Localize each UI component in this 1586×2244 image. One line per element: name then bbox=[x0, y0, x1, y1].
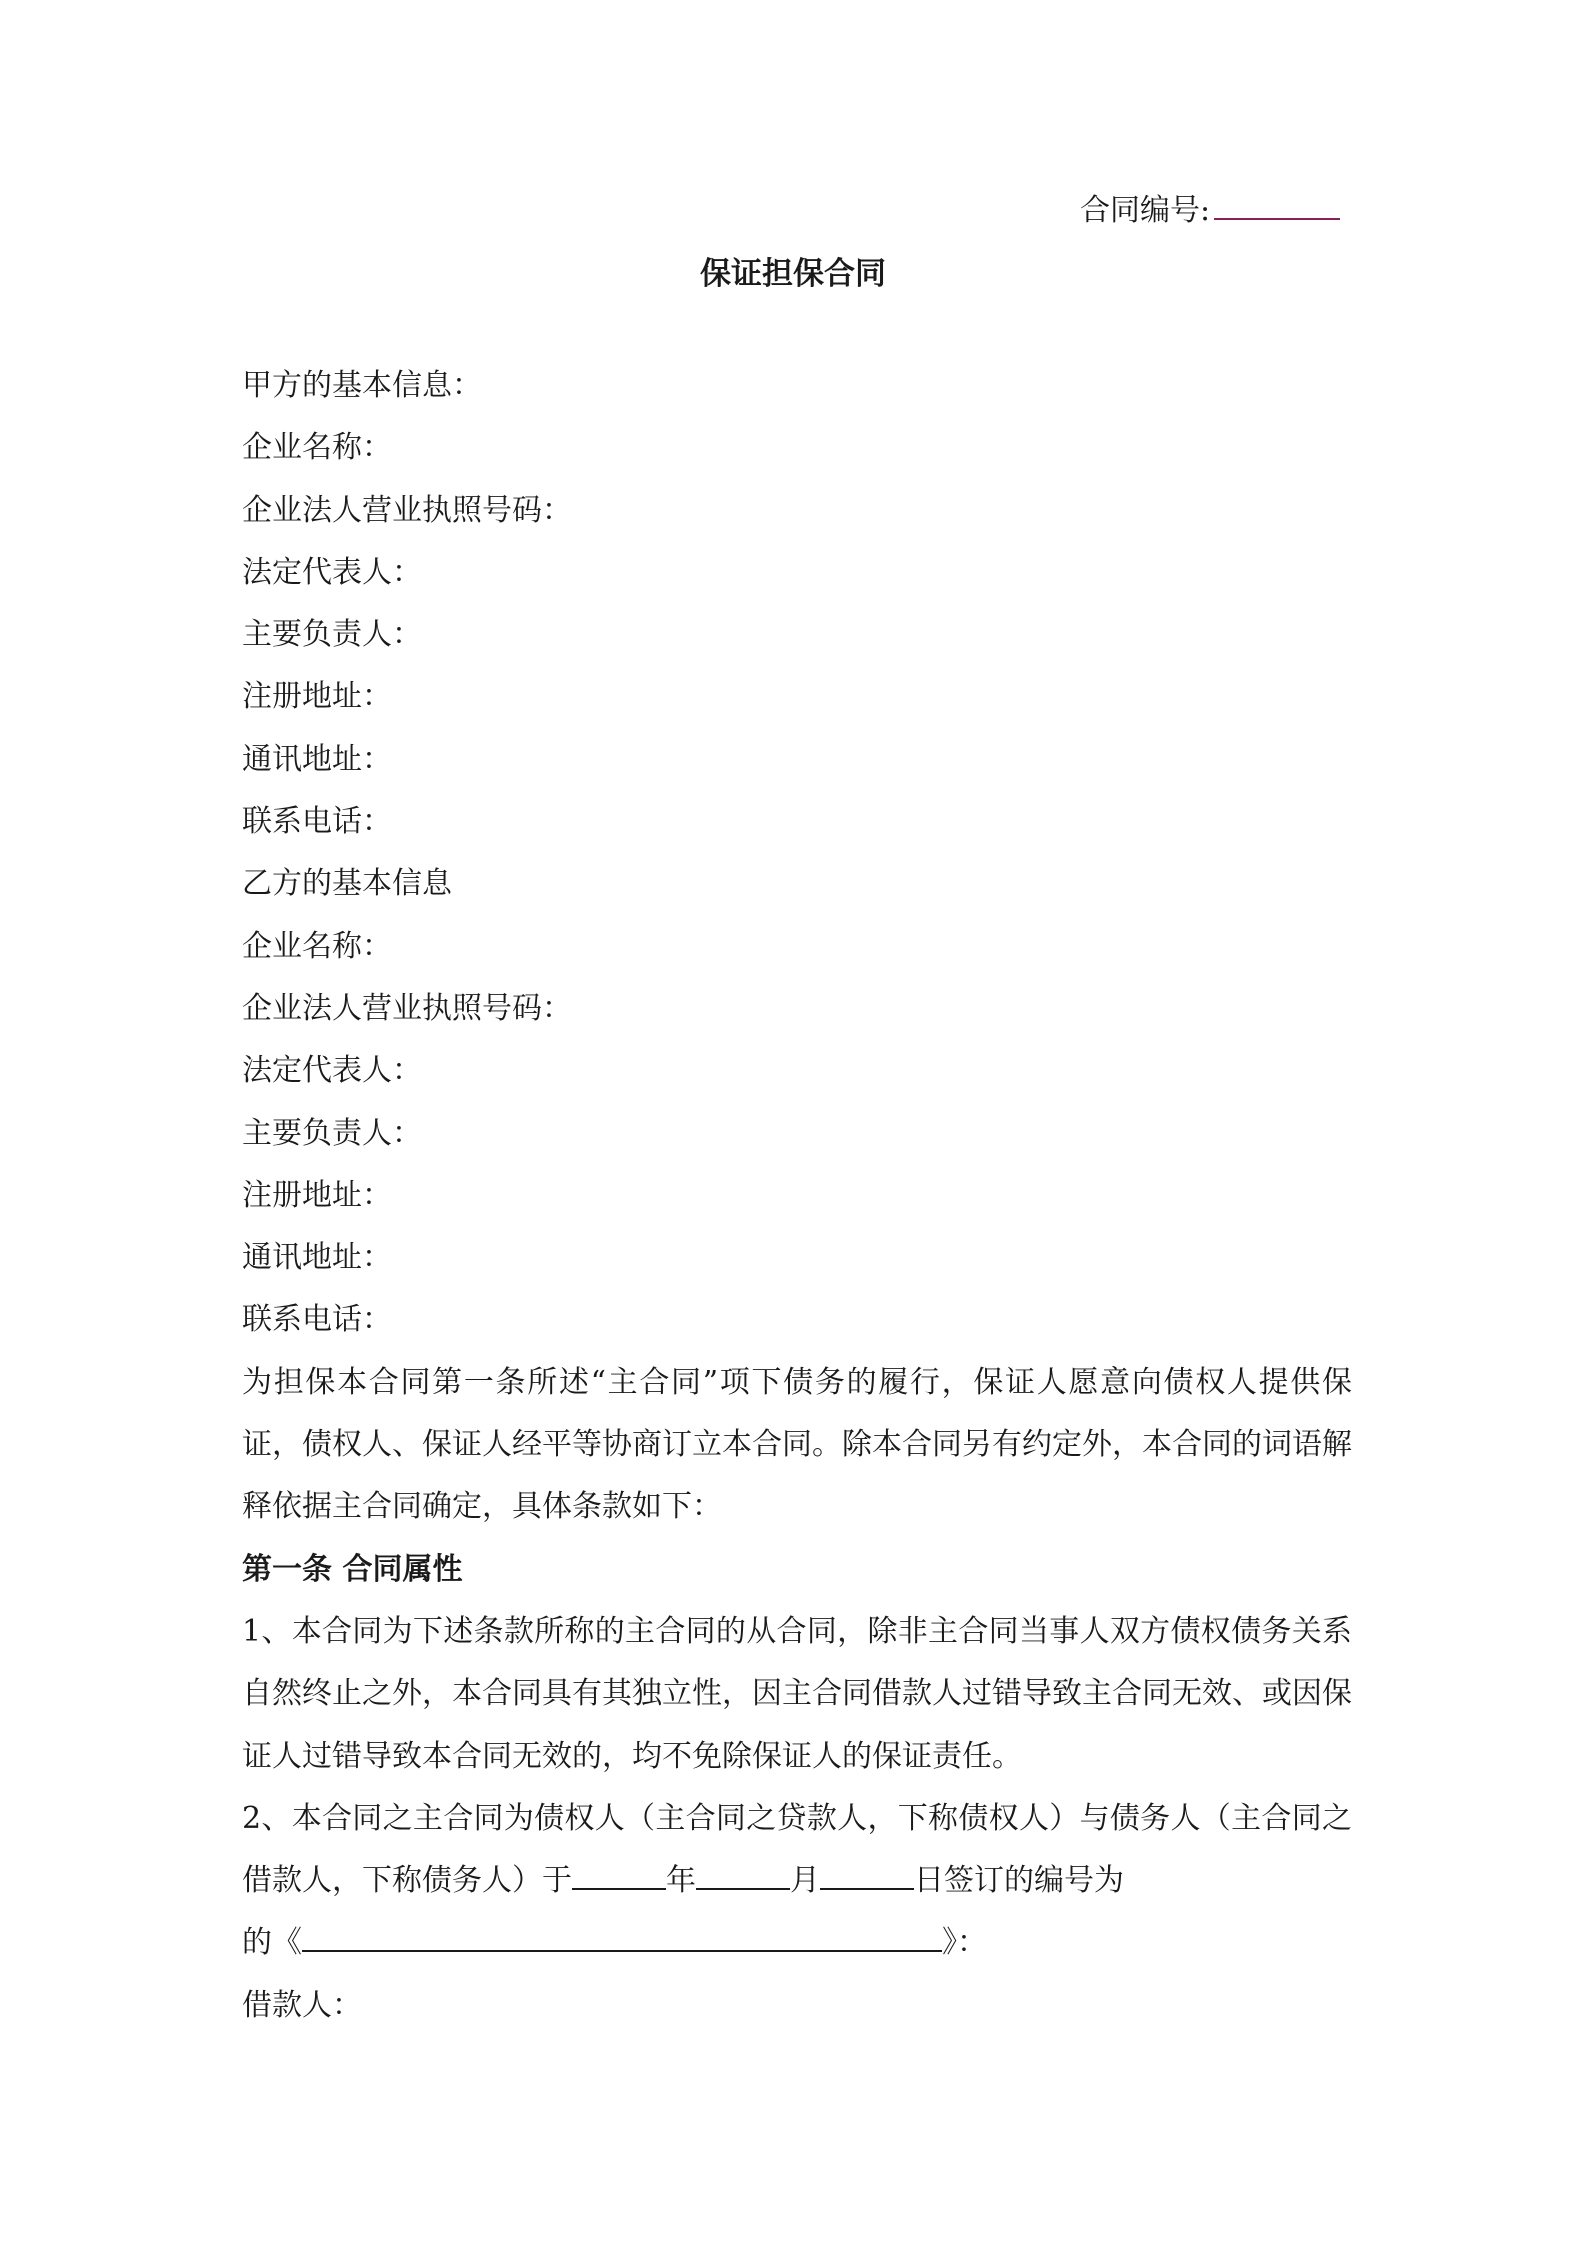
borrower-line: 借款人： bbox=[242, 1987, 362, 2023]
day-label: 日签订的编号为 bbox=[914, 1863, 1124, 1899]
main-contract-name-line bbox=[242, 1912, 1352, 1974]
party-a-section-title: 甲方的基本信息： bbox=[242, 368, 482, 403]
contract-number bbox=[1080, 190, 1340, 231]
contract-name-blank bbox=[302, 1920, 942, 1952]
party-a-mailing-address: 通讯地址： bbox=[242, 741, 392, 777]
clause-1-paragraph: 1、本合同为下述条款所称的主合同的从合同，除非主合同当事人双方债权债务关系自然终止之外，本合同具有其独立性，因主合同借款人过错导致主合同无效、或因保证人过错导致本合同无效的，均不免除保证人的保证责任。 bbox=[242, 1613, 1352, 1774]
party-a-legal-rep: 法定代表人： bbox=[242, 554, 422, 590]
document-title: 保证担保合同 bbox=[700, 256, 886, 292]
clause-2-paragraph bbox=[242, 1788, 1352, 1913]
year-label: 年 bbox=[666, 1863, 696, 1899]
contract-number-label: 合同编号: bbox=[1080, 193, 1211, 228]
contract-number-blank bbox=[1214, 190, 1340, 220]
month-blank bbox=[696, 1858, 790, 1890]
clause-2-text: 2、本合同之主合同为债权人（主合同之贷款人，下称债权人）与债务人（主合同之借款人，下称债务人）于 bbox=[242, 1800, 1352, 1899]
contract-name-prefix: 的《 bbox=[242, 1925, 302, 1961]
party-b-legal-rep: 法定代表人： bbox=[242, 1053, 422, 1089]
party-a-license-number: 企业法人营业执照号码： bbox=[242, 492, 572, 528]
party-b-section-title: 乙方的基本信息 bbox=[242, 866, 452, 902]
month-label: 月 bbox=[790, 1863, 820, 1899]
document-body bbox=[242, 355, 1352, 2037]
party-a-company-name: 企业名称： bbox=[242, 430, 392, 466]
day-blank bbox=[820, 1858, 914, 1890]
party-a-principal: 主要负责人： bbox=[242, 617, 422, 653]
party-b-phone: 联系电话： bbox=[242, 1302, 392, 1338]
year-blank bbox=[572, 1858, 666, 1890]
party-a-phone: 联系电话： bbox=[242, 804, 392, 840]
party-b-registered-address: 注册地址： bbox=[242, 1177, 392, 1213]
party-b-license-number: 企业法人营业执照号码： bbox=[242, 990, 572, 1026]
preamble-paragraph: 为担保本合同第一条所述“主合同”项下债务的履行，保证人愿意向债权人提供保证，债权人、保证人经平等协商订立本合同。除本合同另有约定外，本合同的词语解释依据主合同确定，具体条款如下： bbox=[242, 1364, 1352, 1525]
party-b-company-name: 企业名称： bbox=[242, 928, 392, 964]
article-1-heading: 第一条 合同属性 bbox=[242, 1551, 463, 1587]
party-a-registered-address: 注册地址： bbox=[242, 679, 392, 715]
contract-name-suffix: 》： bbox=[942, 1925, 987, 1961]
party-b-principal: 主要负责人： bbox=[242, 1115, 422, 1151]
party-b-mailing-address: 通讯地址： bbox=[242, 1240, 392, 1276]
